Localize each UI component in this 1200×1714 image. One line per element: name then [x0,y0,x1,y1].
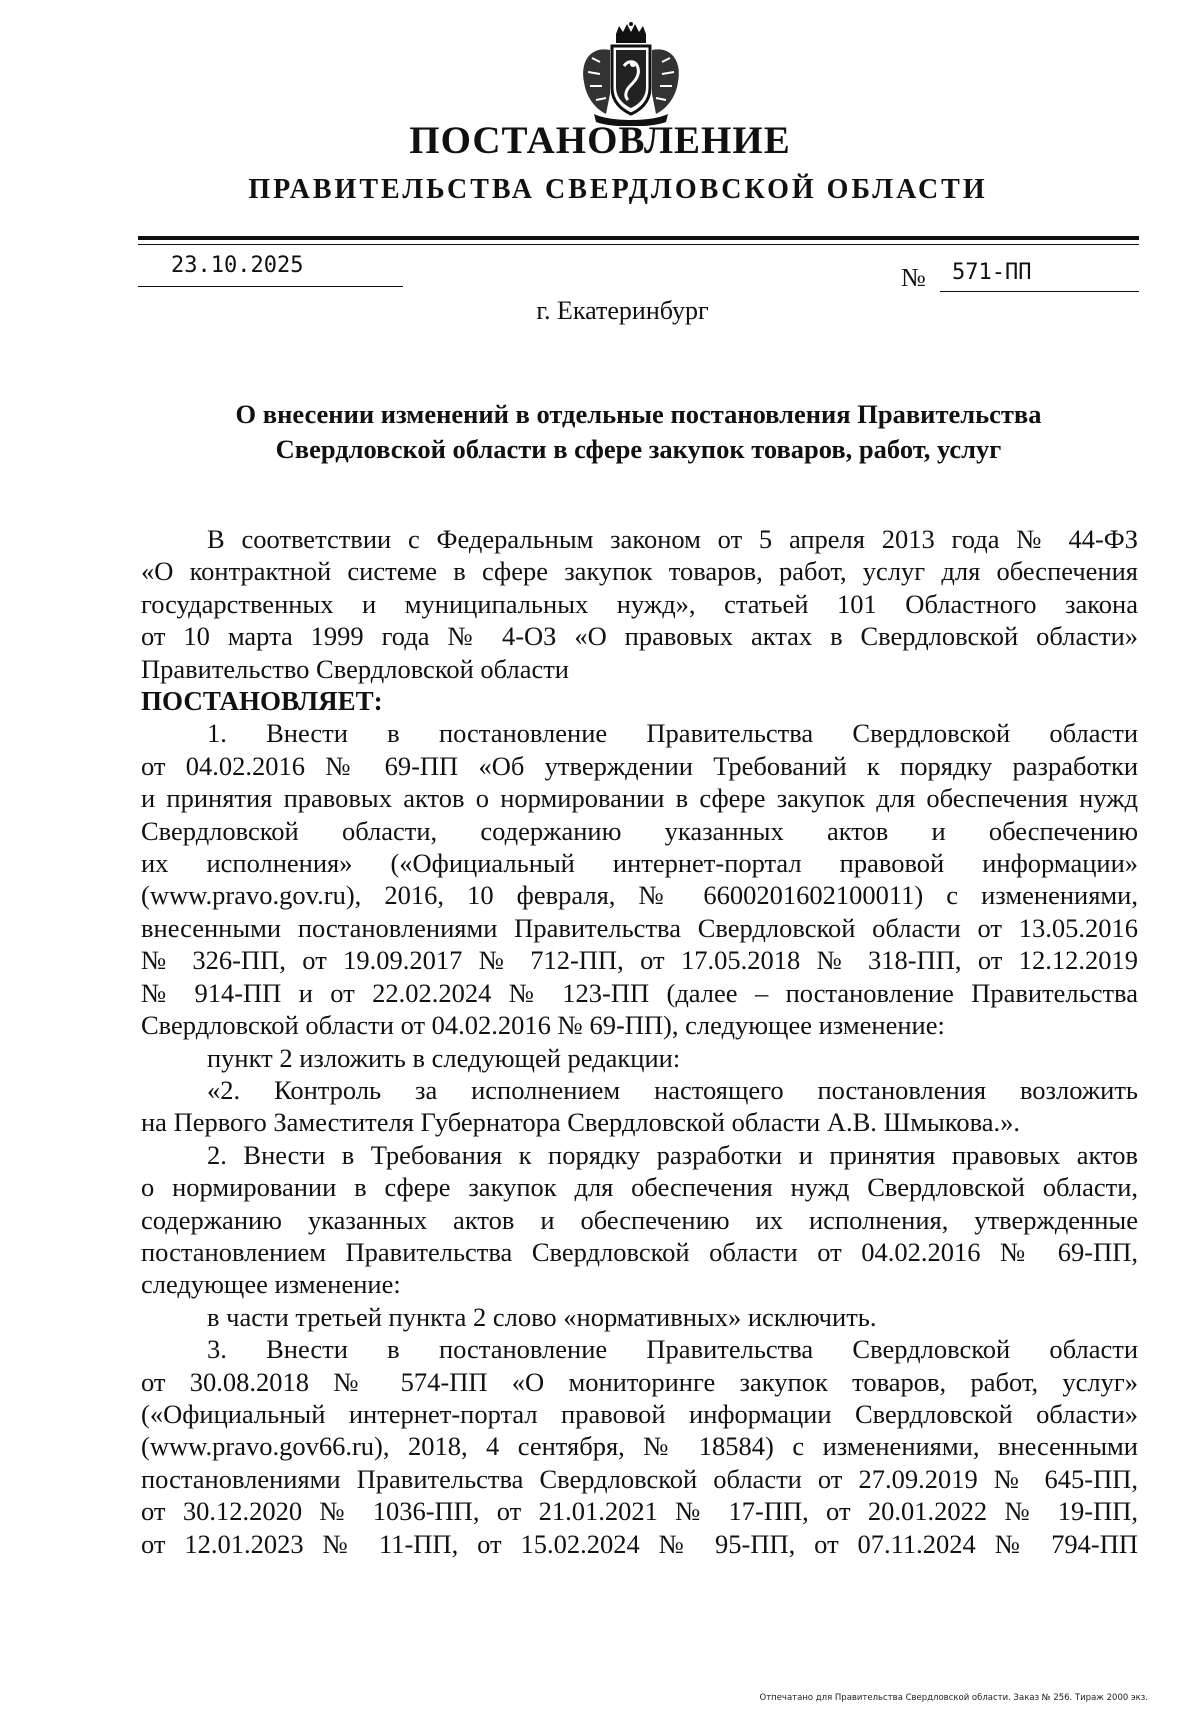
body-line: от 30.08.2018 № 574-ПП «О мониторинге закупок товаров, работ, услуг» [141,1366,1138,1397]
document-number: 571-ПП [940,260,1139,292]
body-line: «2. Контроль за исполнением настоящего постановления возложить [207,1074,1138,1105]
body-line: «О контрактной системе в сфере закупок товаров, работ, услуг для обеспечения [141,556,1138,587]
body-line: (www.pravo.gov.ru), 2016, 10 февраля, № 6600201602100011) с изменениями, [141,880,1138,911]
body-line: 3. Внести в постановление Правительства Свердловской области [207,1334,1138,1365]
body-line: государственных и муниципальных нужд», статьей 101 Областного закона [141,588,1138,619]
number-label: № [901,263,926,292]
body-line: пункт 2 изложить в следующей редакции: [207,1042,681,1073]
body-line: В соответствии с Федеральным законом от 5 апреля 2013 года № 44-ФЗ [207,524,1138,554]
header-divider-thin [138,244,1139,245]
document-type-heading: ПОСТАНОВЛЕНИЕ [409,119,791,162]
document-title-line: О внесении изменений в отдельные постановления Правительства [235,399,1042,429]
print-note: Отпечатано для Правительства Свердловской области. Заказ № 256. Тираж 2000 экз. [759,1693,1148,1703]
body-line: содержанию указанных актов и обеспечению их исполнения, утвержденные [141,1204,1138,1235]
body-line: от 10 марта 1999 года № 4-ОЗ «О правовых актах в Свердловской области» [141,621,1138,652]
body-line: 2. Внести в Требования к порядку разработки и принятия правовых актов [207,1139,1138,1170]
body-line: (www.pravo.gov66.ru), 2018, 4 сентября, № 18584) с изменениями, внесенными [141,1431,1138,1462]
body-line: внесенными постановлениями Правительства Свердловской области от 13.05.2016 [141,912,1138,943]
body-line: Правительство Свердловской области [141,653,569,684]
body-line: № 914-ПП и от 22.02.2024 № 123-ПП (далее – постановление Правительства [141,977,1138,1008]
header-divider-thick [138,236,1139,240]
body-line: постановлением Правительства Свердловской области от 04.02.2016 № 69-ПП, [141,1236,1138,1267]
body-line: от 04.02.2016 № 69-ПП «Об утверждении Требований к порядку разработки [141,750,1138,781]
city: г. Екатеринбург [536,296,709,325]
body-line: Свердловской области от 04.02.2016 № 69-ПП), следующее изменение: [141,1010,945,1041]
body-line: о нормировании в сфере закупок для обеспечения нужд Свердловской области, [141,1172,1138,1203]
body-line: от 30.12.2020 № 1036-ПП, от 21.01.2021 № 17-ПП, от 20.01.2022 № 19-ПП, [141,1496,1138,1527]
body-line: следующее изменение: [141,1269,401,1300]
body-line: № 326-ПП, от 19.09.2017 № 712-ПП, от 17.05.2018 № 318-ПП, от 12.12.2019 [141,945,1138,976]
body-line: в части третьей пункта 2 слово «нормативных» исключить. [207,1301,877,1332]
issuer-heading: ПРАВИТЕЛЬСТВА СВЕРДЛОВСКОЙ ОБЛАСТИ [248,174,988,205]
body-line: («Официальный интернет-портал правовой информации Свердловской области» [141,1398,1138,1429]
body-line: от 12.01.2023 № 11-ПП, от 15.02.2024 № 95-ПП, от 07.11.2024 № 794-ПП [141,1528,1138,1559]
coat-of-arms-icon [570,22,692,126]
resolves-heading: ПОСТАНОВЛЯЕТ: [141,686,383,717]
body-line: их исполнения» («Официальный интернет-портал правовой информации» [141,848,1138,879]
document-title-line: Свердловской области в сфере закупок товаров, работ, услуг [275,434,1002,464]
document-title [138,397,1139,467]
body-line: постановлениями Правительства Свердловской области от 27.09.2019 № 645-ПП, [141,1463,1138,1494]
body-line: и принятия правовых актов о нормировании в сфере закупок для обеспечения нужд [141,783,1138,814]
body-line: на Первого Заместителя Губернатора Свердловской области А.В. Шмыкова.». [141,1107,1021,1138]
document-date: 23.10.2025 [138,253,403,287]
body-line: 1. Внести в постановление Правительства Свердловской области [207,718,1138,749]
document-body [141,523,1138,1560]
body-line: Свердловской области, содержанию указанных актов и обеспечению [141,815,1138,846]
